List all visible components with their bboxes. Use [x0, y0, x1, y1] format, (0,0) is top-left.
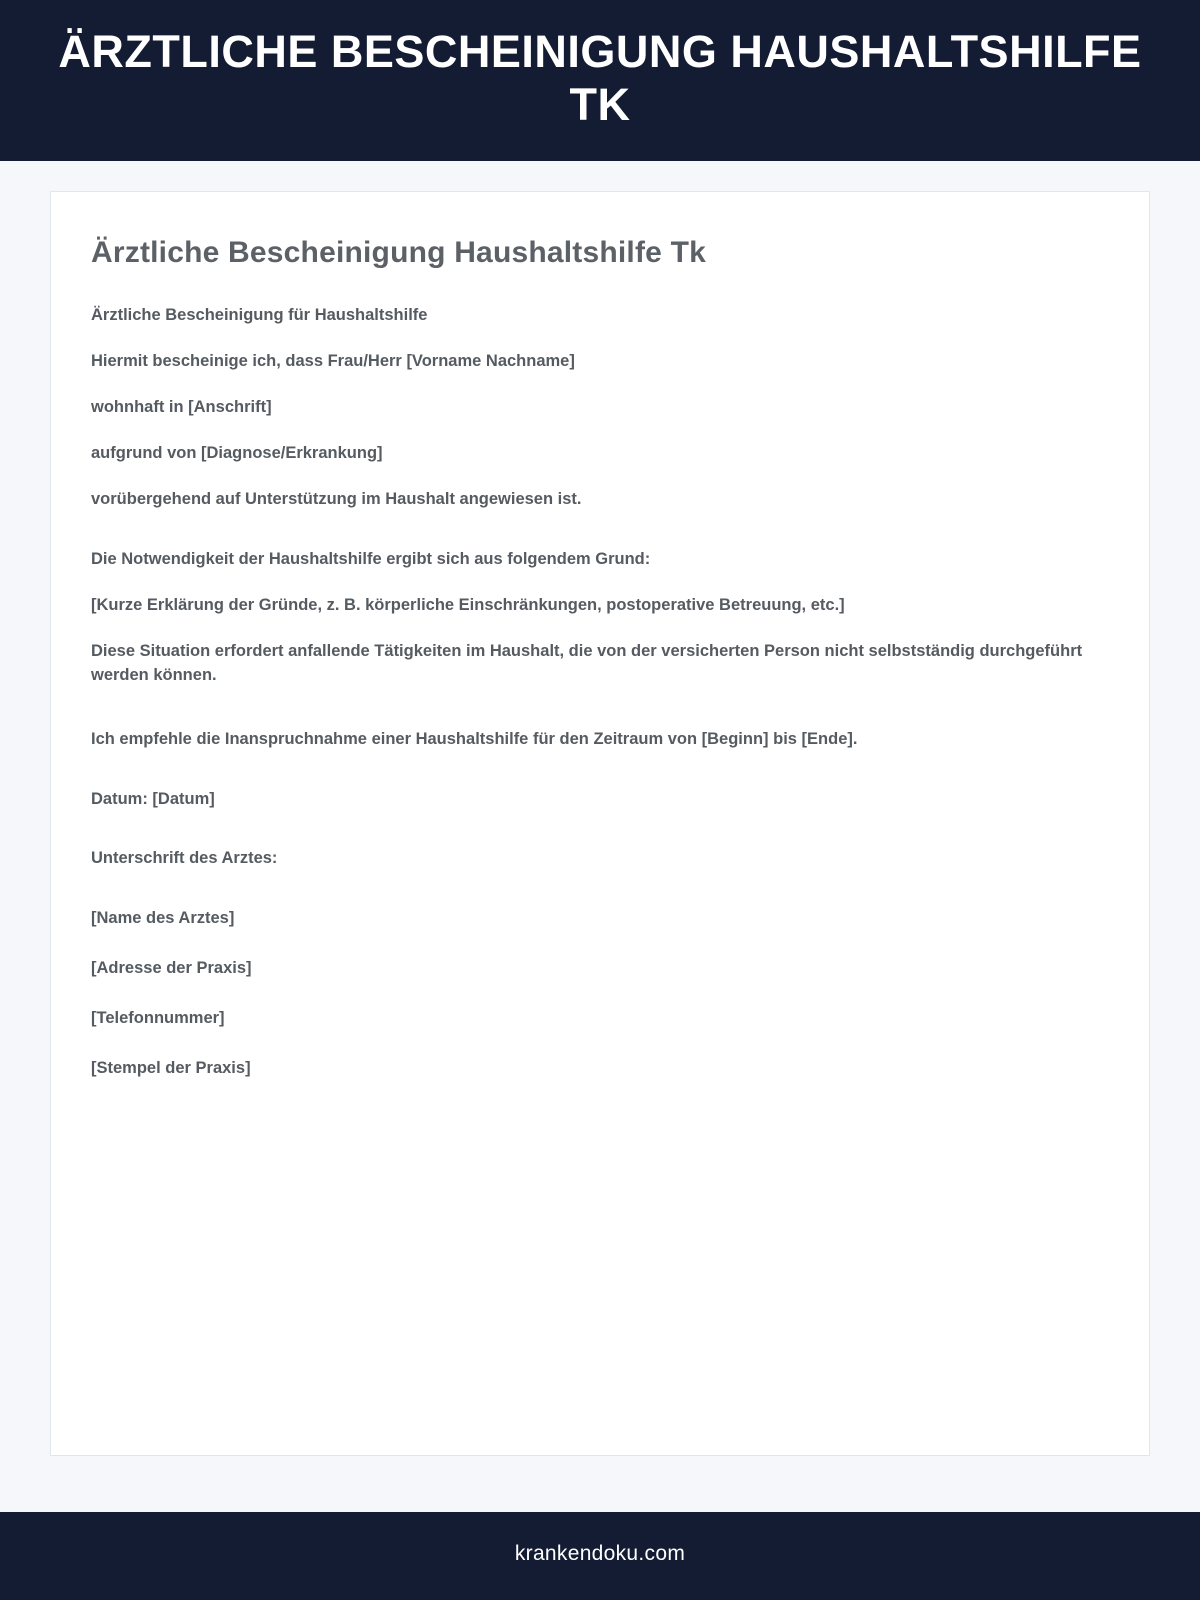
doc-paragraph-date: Datum: [Datum] — [91, 789, 215, 808]
document-area — [0, 161, 1200, 1512]
doc-paragraph-recommendation: Ich empfehle die Inanspruchnahme einer Haushaltshilfe für den Zeitraum von [Beginn] bis [Ende]. — [91, 729, 858, 748]
page-footer — [0, 1512, 1200, 1600]
page-title: ÄRZTLICHE BESCHEINIGUNG HAUSHALTSHILFE TK — [58, 26, 1142, 130]
doc-paragraph-support: vorübergehend auf Unterstützung im Haushalt angewiesen ist. — [91, 489, 582, 508]
doc-paragraph-address: wohnhaft in [Anschrift] — [91, 398, 272, 417]
footer-site-name: krankendoku.com — [514, 1542, 686, 1565]
doc-paragraph-reason-heading: Die Notwendigkeit der Haushaltshilfe ergibt sich aus folgendem Grund: — [91, 549, 651, 568]
doc-paragraph-certify: Hiermit bescheinige ich, dass Frau/Herr [Vorname Nachname] — [91, 352, 575, 371]
doc-paragraph-practice-address: [Adresse der Praxis] — [91, 959, 252, 978]
doc-paragraph-diagnosis: aufgrund von [Diagnose/Erkrankung] — [91, 444, 383, 463]
doc-paragraph-signature-label: Unterschrift des Arztes: — [91, 849, 278, 868]
doc-paragraph-stamp: [Stempel der Praxis] — [91, 1059, 251, 1078]
doc-paragraph-situation: Diese Situation erfordert anfallende Tätigkeiten im Haushalt, die von der versicherten Person nicht selbstständig durchgeführt werden können. — [91, 641, 1083, 684]
document-body — [91, 304, 1109, 1081]
doc-paragraph-intro: Ärztliche Bescheinigung für Haushaltshilfe — [91, 306, 428, 325]
doc-paragraph-doctor-name: [Name des Arztes] — [91, 909, 235, 928]
document-title: Ärztliche Bescheinigung Haushaltshilfe Tk — [91, 236, 706, 270]
document-card — [50, 191, 1150, 1456]
doc-paragraph-phone: [Telefonnummer] — [91, 1009, 225, 1028]
page-header-banner — [0, 0, 1200, 161]
doc-paragraph-reason-placeholder: [Kurze Erklärung der Gründe, z. B. körperliche Einschränkungen, postoperative Betreuung, etc.] — [91, 595, 845, 614]
